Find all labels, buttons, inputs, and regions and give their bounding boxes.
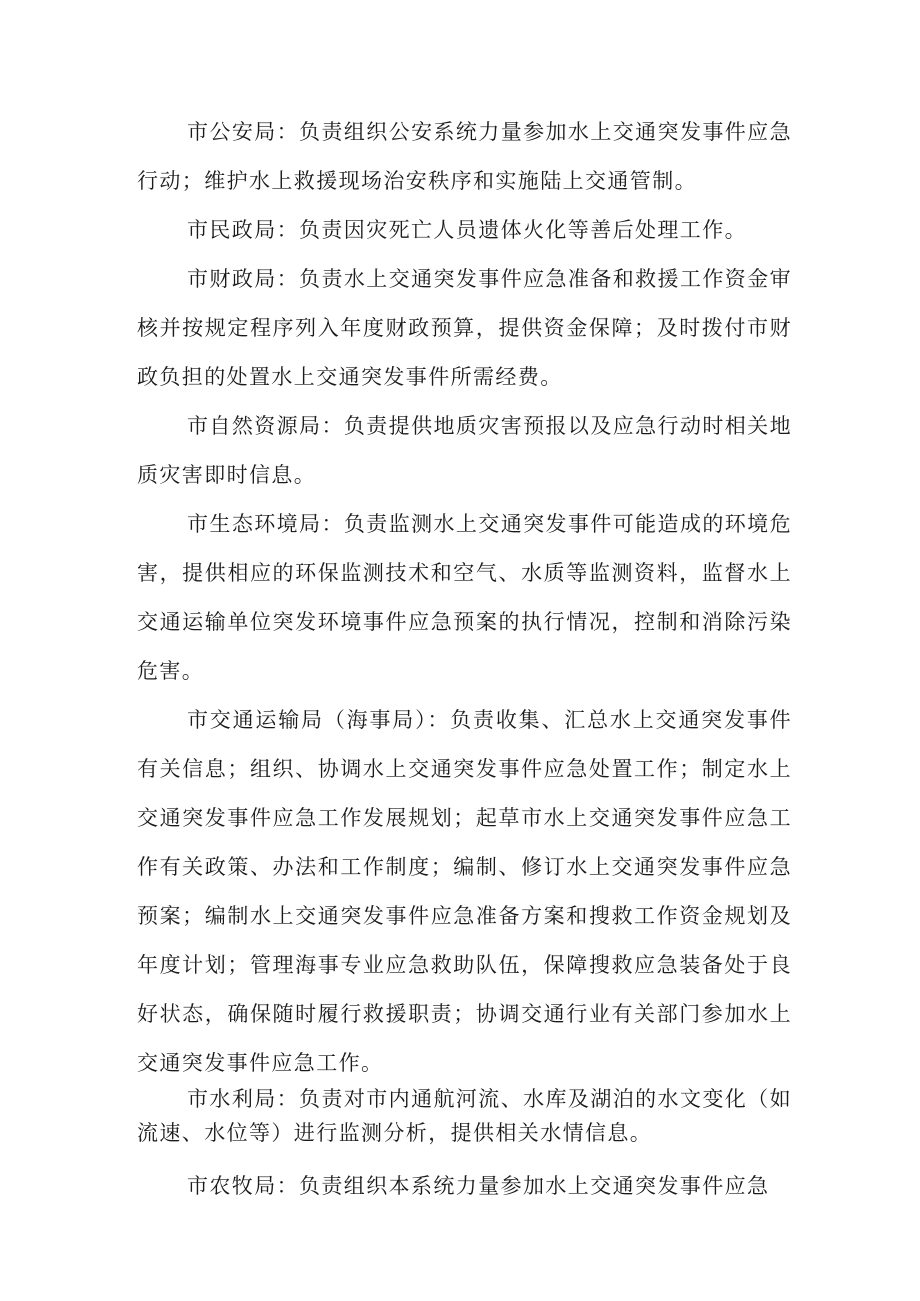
paragraph-civil-affairs: 市民政局：负责因灾死亡人员遗体火化等善后处理工作。	[187, 218, 747, 242]
paragraph-public-security: 市公安局：负责组织公安系统力量参加水上交通突发事件应急行动；维护水上救援现场治安秩序和实施陆上交通管制。	[137, 120, 792, 193]
paragraph-natural-resources: 市自然资源局：负责提供地质灾害预报以及应急行动时相关地质灾害即时信息。	[137, 414, 792, 487]
paragraph-water-resources: 市水利局：负责对市内通航河流、水库及湖泊的水文变化（如流速、水位等）进行监测分析，提供相关水情信息。	[137, 1087, 792, 1145]
document-body	[137, 108, 792, 1211]
paragraph-ecology-environment: 市生态环境局：负责监测水上交通突发事件可能造成的环境危害，提供相应的环保监测技术和空气、水质等监测资料，监督水上交通运输单位突发环境事件应急预案的执行情况，控制和消除污染危害。	[137, 512, 792, 683]
paragraph-agriculture: 市农牧局：负责组织本系统力量参加水上交通突发事件应急	[187, 1174, 770, 1198]
paragraph-finance: 市财政局：负责水上交通突发事件应急准备和救援工作资金审核并按规定程序列入年度财政预算，提供资金保障；及时拨付市财政负担的处置水上交通突发事件所需经费。	[137, 267, 792, 389]
paragraph-transport-maritime: 市交通运输局（海事局）：负责收集、汇总水上交通突发事件有关信息；组织、协调水上交通突发事件应急处置工作；制定水上交通突发事件应急工作发展规划；起草市水上交通突发事件应急工作有关政策、办法和工作制度；编制、修订水上交通突发事件应急预案；编制水上交通突发事件应急准备方案和搜救工作资金规划及年度计划；管理海事专业应急救助队伍，保障搜救应急装备处于良好状态，确保随时履行救援职责；协调交通行业有关部门参加水上交通突发事件应急工作。	[137, 708, 792, 1075]
